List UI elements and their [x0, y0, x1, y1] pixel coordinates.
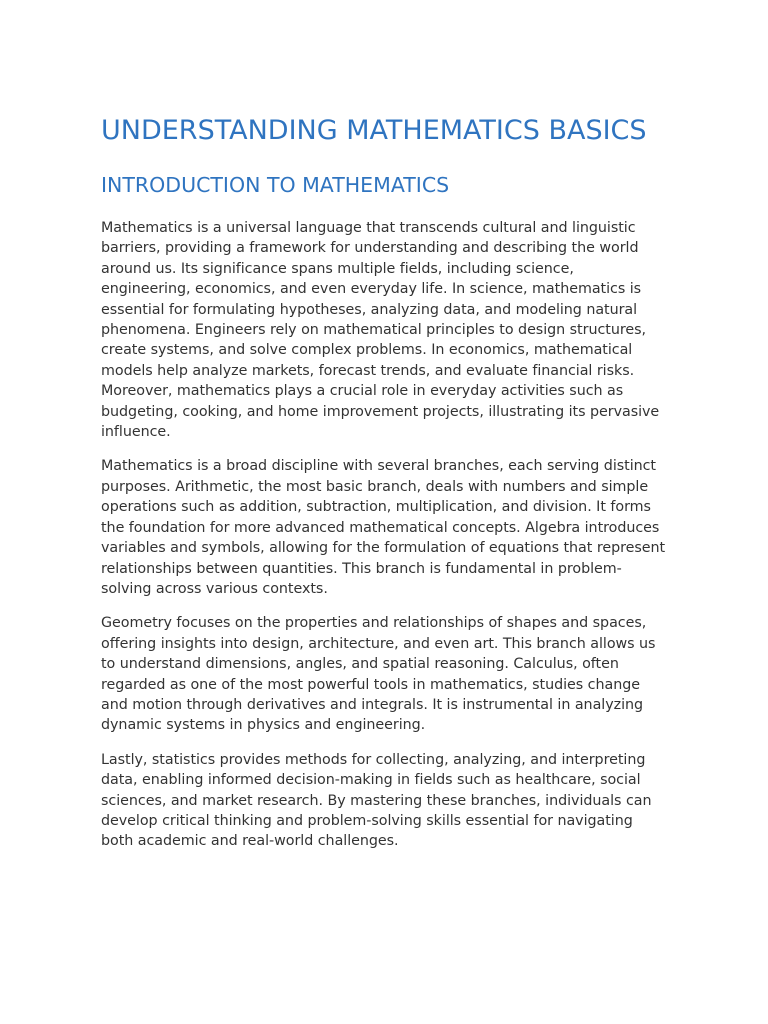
- document-page: [101, 110, 667, 852]
- section-title: INTRODUCTION TO MATHEMATICS: [101, 173, 450, 197]
- body-paragraph: Lastly, statistics provides methods for collecting, analyzing, and interpreting data, enabling informed decision-making in fields such as healthcare, social sciences, and market research. By mastering these branches, individuals can develop critical thinking and problem-solving skills essential for navigating both academic and real-world challenges.: [101, 751, 652, 850]
- body-paragraph: Mathematics is a broad discipline with several branches, each serving distinct purposes. Arithmetic, the most basic branch, deals with numbers and simple operations such as addition, subtraction, multiplication, and division. It forms the foundation for more advanced mathematical concepts. Algebra introduces variables and symbols, allowing for the formulation of equations that represent relationships between quantities. This branch is fundamental in problem-solving across various contexts.: [101, 458, 666, 597]
- body-paragraph: Mathematics is a universal language that transcends cultural and linguistic barriers, providing a framework for understanding and describing the world around us. Its significance spans multiple fields, including science, engineering, economics, and even everyday life. In science, mathematics is essential for formulating hypotheses, analyzing data, and modeling natural phenomena. Engineers rely on mathematical principles to design structures, create systems, and solve complex problems. In economics, mathematical models help analyze markets, forecast trends, and evaluate financial risks. Moreover, mathematics plays a crucial role in everyday activities such as budgeting, cooking, and home improvement projects, illustrating its pervasive influence.: [101, 220, 660, 441]
- document-title: UNDERSTANDING MATHEMATICS BASICS: [101, 115, 647, 146]
- body-paragraph: Geometry focuses on the properties and relationships of shapes and spaces, offering insights into design, architecture, and even art. This branch allows us to understand dimensions, angles, and spatial reasoning. Calculus, often regarded as one of the most powerful tools in mathematics, studies change and motion through derivatives and integrals. It is instrumental in analyzing dynamic systems in physics and engineering.: [101, 615, 656, 734]
